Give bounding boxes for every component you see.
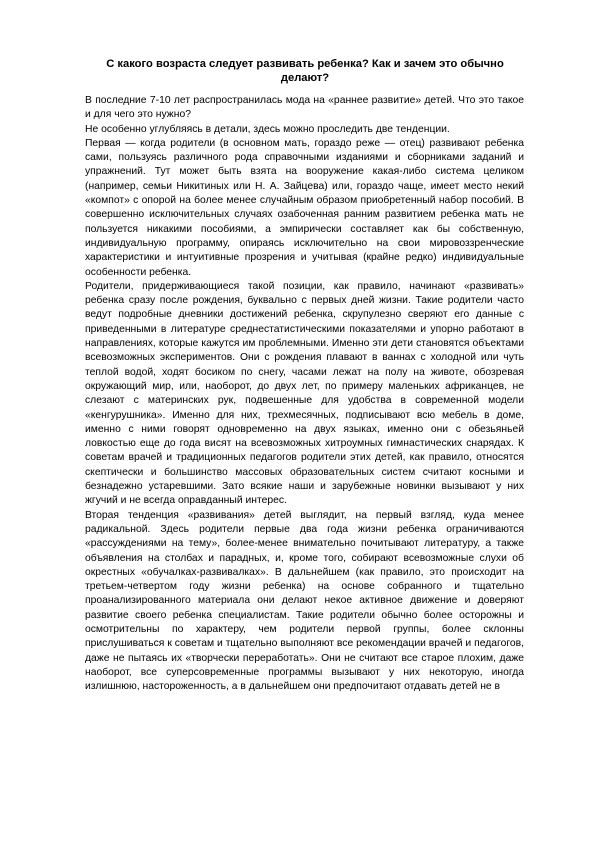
- paragraph: В последние 7-10 лет распространилась мода на «раннее развитие» детей. Что это такое и для чего это нужно?: [85, 95, 524, 121]
- document-title: С какого возраста следует развивать ребенка? Как и зачем это обычно делают?: [106, 58, 504, 84]
- document-body: [85, 94, 524, 694]
- paragraph: Первая — когда родители (в основном мать, гораздо реже — отец) развивают ребенка сами, пользуясь различного рода справочными изданиями и сборниками заданий и упражнений. Тут может быть взята на вооружение какая-либо система целиком (например, семьи Никитиных или Н. А. Зайцева) или, гораздо чаще, имеет место некий «компот» с опорой на более менее случайным образом приобретенный набор пособий. В совершенно исключительных случаях озабоченная ранним развитием ребенка мать не пользуется никакими пособиями, а эмпирически составляет как бы собственную, индивидуальную программу, опираясь исключительно на свои мировоззренческие характеристики и интуитивные прозрения и учитывая (крайне редко) индивидуальные особенности ребенка.: [85, 137, 524, 278]
- paragraph: Не особенно углубляясь в детали, здесь можно проследить две тенденции.: [85, 123, 450, 135]
- paragraph: Родители, придерживающиеся такой позиции, как правило, начинают «развивать» ребенка сразу после рождения, буквально с первых дней жизни. Такие родители часто ведут подробные дневники достижений ребенка, скрупулезно сверяют его данные с приведенными в литературе среднестатистическими показателями и упорно работают в направлениях, которые кажутся им проблемными. Именно эти дети становятся объектами всевозможных экспериментов. Они с рождения плавают в ваннах с холодной или чуть теплой водой, ходят босиком по снегу, часами лежат на полу на животе, обозревая окружающий мир, или, наоборот, до двух лет, по примеру маленьких африканцев, не слезают с материнских рук, подвешенные для удобства в современной модели «кенгурушника». Именно для них, трехмесячных, подписывают всю мебель в доме, именно с ними говорят одновременно на двух языках, именно они с обезьяньей ловкостью еще до года висят на всевозможных хитроумных гимнастических снарядах. К советам врачей и традиционных педагогов родители этих детей, как правило, относятся скептически и большинство массовых образовательных систем считают косными и безнадежно устаревшими. Зато всякие наши и зарубежные новинки вызывают у них жгучий и не всегда оправданный интерес.: [85, 280, 524, 507]
- paragraph: Вторая тенденция «развивания» детей выглядит, на первый взгляд, куда менее радикальной. Здесь родители первые два года жизни ребенка ограничиваются «рассуждениями на тему», более-менее внимательно почитывают литературу, а также объявления на столбах и парадных, и, кроме того, собирают всевозможные слухи об окрестных «обучалках-развивалках». В дальнейшем (как правило, это происходит на третьем-четвертом году жизни ребенка) на основе собранного и тщательно проанализированного материала они делают некое активное движение и доверяют развитие своего ребенка специалистам. Такие родители обычно более осторожны и осмотрительны по характеру, чем родители первой группы, более склонны прислушиваться к советам и тщательно выполняют все рекомендации врачей и педагогов, даже не пытаясь их «творчески переработать». Они не считают все старое плохим, даже наоборот, все суперсовременные программы вызывают у них некоторую, иногда излишнюю, настороженность, а в дальнейшем они предпочитают отдавать детей не в: [85, 509, 524, 693]
